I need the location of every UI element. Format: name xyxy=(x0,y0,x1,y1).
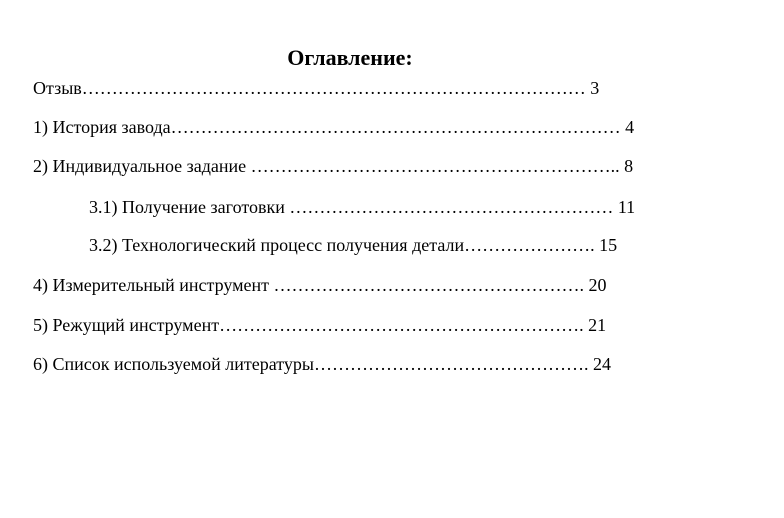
toc-entry-label: 1) История завода xyxy=(33,117,171,137)
toc-entry-label: 4) Измерительный инструмент xyxy=(33,275,274,295)
toc-page-number: 11 xyxy=(617,197,636,217)
toc-entry-measuring-tool xyxy=(33,274,607,296)
toc-leader-dots: ………………………………………. xyxy=(313,354,589,374)
toc-leader-dots: ………………………………………………………………… xyxy=(170,117,621,137)
toc-entry-blank-production xyxy=(89,196,635,218)
toc-entry-label: 5) Режущий инструмент xyxy=(33,315,220,335)
toc-leader-dots: ……………………………………………………. xyxy=(219,315,589,335)
toc-page-number: 3 xyxy=(590,78,600,98)
toc-page-number: 8 xyxy=(624,156,634,176)
toc-title: Оглавление: xyxy=(287,45,413,70)
toc-entry-technological-process xyxy=(89,234,617,256)
toc-leader-dots: ……………………………………………… xyxy=(289,197,614,217)
toc-leader-dots: ……………………………………………. xyxy=(273,275,585,295)
toc-leader-dots: …………………. xyxy=(464,235,595,255)
toc-page-number: 21 xyxy=(588,315,607,335)
toc-leader-dots: …………………………………………………….. xyxy=(250,156,620,176)
toc-page-number: 15 xyxy=(599,235,618,255)
toc-entry-label: 3.1) Получение заготовки xyxy=(89,197,290,217)
toc-entry-individual-task xyxy=(33,155,633,177)
toc-entry-plant-history xyxy=(33,116,634,138)
toc-leader-dots: ………………………………………………………………………… xyxy=(81,78,586,98)
toc-entry-label: 3.2) Технологический процесс получения детали xyxy=(89,235,465,255)
toc-entry-references xyxy=(33,353,611,375)
toc-page-number: 24 xyxy=(592,354,611,374)
toc-entry-label: Отзыв xyxy=(33,78,82,98)
toc-entry-label: 6) Список используемой литературы xyxy=(33,354,314,374)
toc-entry-label: 2) Индивидуальное задание xyxy=(33,156,251,176)
toc-page-number: 4 xyxy=(625,117,635,137)
toc-page-number: 20 xyxy=(588,275,607,295)
toc-entry-review xyxy=(33,77,599,99)
toc-entry-cutting-tool xyxy=(33,314,606,336)
